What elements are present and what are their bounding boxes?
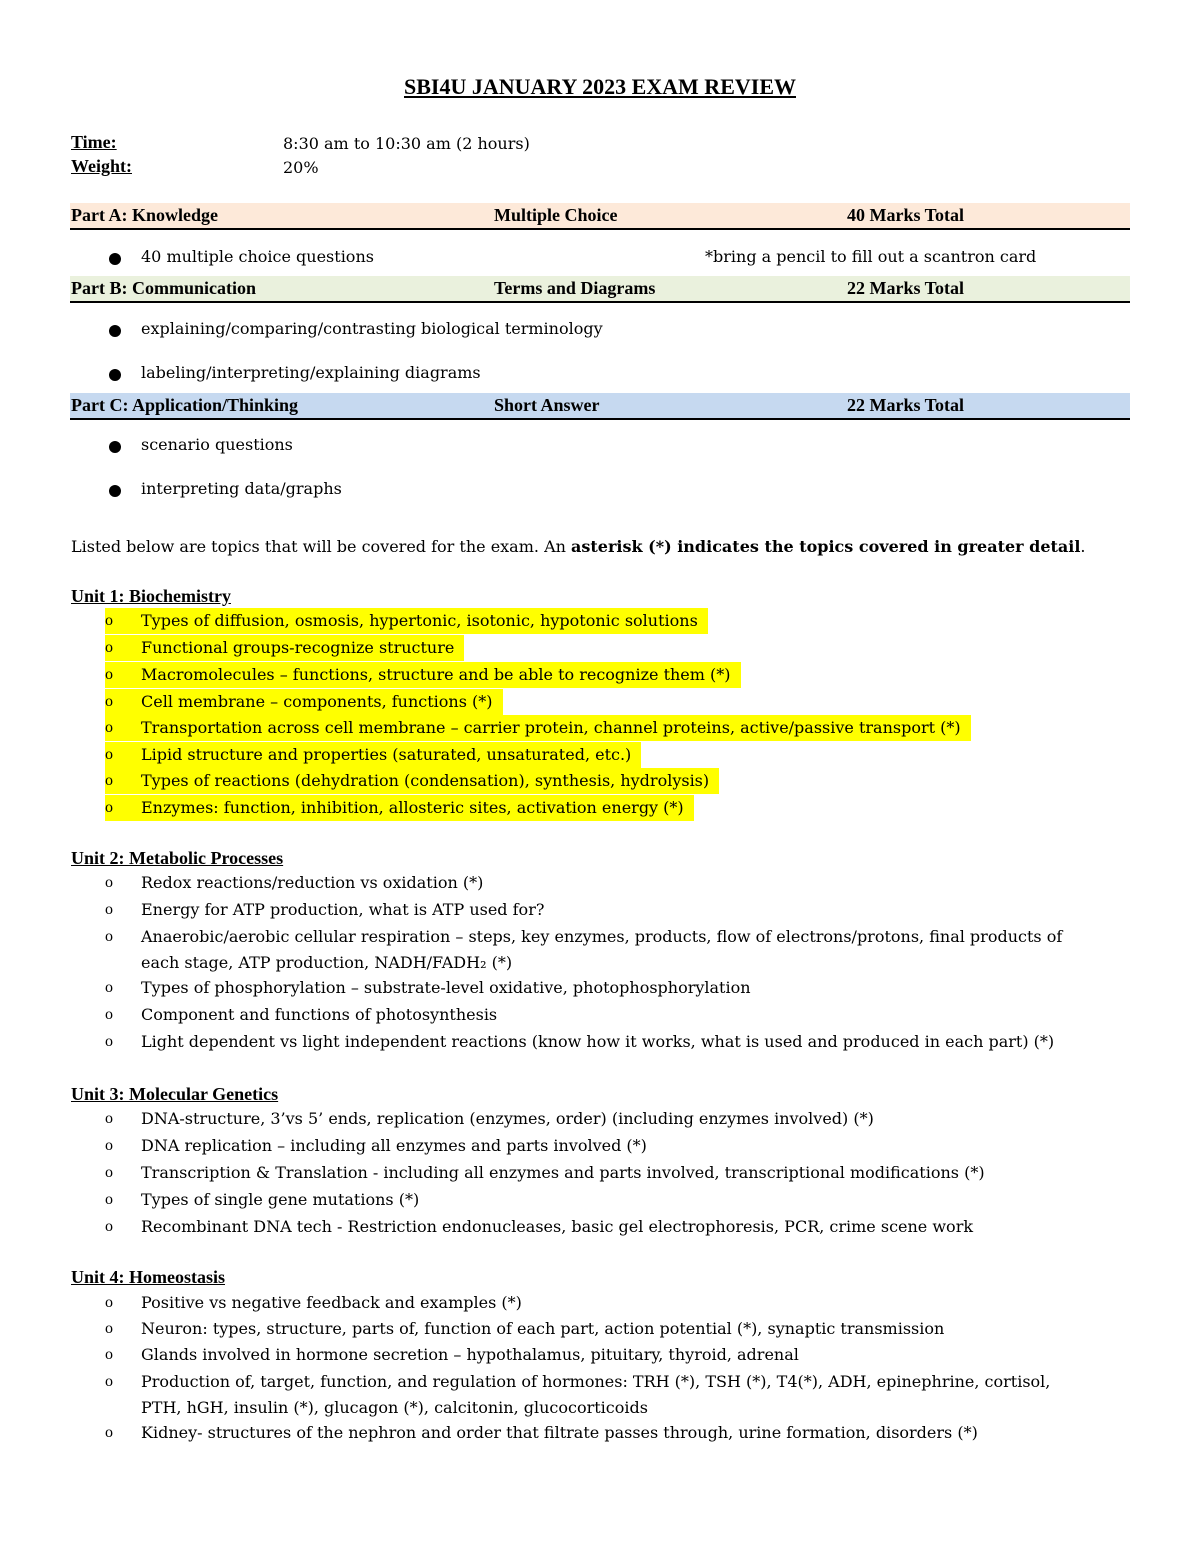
bullet-icon [109,325,121,337]
list-item [105,870,483,896]
part-b-name: Part B: Communication [71,278,256,298]
item-text: Positive vs negative feedback and examples (*) [141,1293,522,1312]
list-item [105,662,741,688]
circle-bullet-icon: o [105,1033,113,1050]
unit-2-heading: Unit 2: Metabolic Processes [71,848,284,868]
circle-bullet-icon: o [105,1373,113,1390]
item-text: Anaerobic/aerobic cellular respiration – steps, key enzymes, products, flow of electrons/protons, final products of [141,927,1063,946]
item-text: Kidney- structures of the nephron and order that filtrate passes through, urine formation, disorders (*) [141,1423,978,1442]
part-a-name: Part A: Knowledge [71,205,218,225]
part-c-bullet: interpreting data/graphs [141,479,342,498]
weight-label: Weight: [71,156,132,176]
list-item [105,1002,497,1028]
list-item [105,768,719,794]
item-text: Types of reactions (dehydration (condensation), synthesis, hydrolysis) [141,768,719,794]
circle-bullet-icon: o [105,1006,113,1023]
list-item [105,1420,978,1446]
circle-bullet-icon: o [105,901,113,918]
item-text: Neuron: types, structure, parts of, function of each part, action potential (*), synaptic transmission [141,1319,945,1338]
page-title: SBI4U JANUARY 2023 EXAM REVIEW [404,74,796,99]
item-text-cont: each stage, ATP production, NADH/FADH₂ (*) [141,953,513,972]
part-b-bullet: labeling/interpreting/explaining diagrams [141,363,481,382]
circle-bullet-icon: o [105,1294,113,1311]
list-item [105,975,751,1001]
time-value: 8:30 am to 10:30 am (2 hours) [283,134,530,153]
item-text: Glands involved in hormone secretion – hypothalamus, pituitary, thyroid, adrenal [141,1345,799,1364]
circle-bullet-icon: o [105,742,141,768]
circle-bullet-icon: o [105,608,141,634]
list-item [105,689,503,715]
item-text: Enzymes: function, inhibition, allosteric sites, activation energy (*) [141,795,694,821]
unit-3-heading: Unit 3: Molecular Genetics [71,1084,279,1104]
part-b-marks: 22 Marks Total [847,278,965,298]
list-item [105,1029,1054,1055]
circle-bullet-icon: o [105,1164,113,1181]
item-text: Transcription & Translation - including all enzymes and parts involved, transcriptional modifications (*) [141,1163,985,1182]
circle-bullet-icon: o [105,1346,113,1363]
circle-bullet-icon: o [105,1424,113,1441]
circle-bullet-icon: o [105,1191,113,1208]
weight-value: 20% [283,158,319,177]
bullet-icon [109,253,121,265]
list-item [105,1187,419,1213]
circle-bullet-icon: o [105,1110,113,1127]
list-item [105,1160,985,1186]
part-a-marks: 40 Marks Total [847,205,965,225]
list-item [105,742,641,768]
item-text: Lipid structure and properties (saturated, unsaturated, etc.) [141,742,641,768]
item-text-cont: PTH, hGH, insulin (*), glucagon (*), calcitonin, glucocorticoids [141,1398,648,1417]
circle-bullet-icon: o [105,689,141,715]
intro-text [71,537,1086,556]
list-item [105,924,1062,976]
item-text: Types of diffusion, osmosis, hypertonic, isotonic, hypotonic solutions [141,608,708,634]
part-b-header [70,276,1130,303]
list-item [105,1369,1050,1421]
intro-end: . [1080,537,1086,556]
list-item [105,1106,874,1132]
circle-bullet-icon: o [105,1218,113,1235]
part-b-type: Terms and Diagrams [494,278,656,298]
item-text: Redox reactions/reduction vs oxidation (*) [141,873,484,892]
bullet-icon [109,369,121,381]
list-item [105,795,694,821]
item-text: Macromolecules – functions, structure and be able to recognize them (*) [141,662,741,688]
part-c-type: Short Answer [494,395,600,415]
item-text: DNA-structure, 3’vs 5’ ends, replication (enzymes, order) (including enzymes involved) (*) [141,1109,874,1128]
circle-bullet-icon: o [105,662,141,688]
list-item [105,1214,973,1240]
item-text: Types of single gene mutations (*) [141,1190,420,1209]
circle-bullet-icon: o [105,715,141,741]
item-text: Types of phosphorylation – substrate-level oxidative, photophosphorylation [141,978,751,997]
circle-bullet-icon: o [105,1320,113,1337]
bullet-icon [109,441,121,453]
intro-bold: asterisk (*) indicates the topics covered in greater detail [571,537,1081,556]
list-item [105,715,971,741]
part-c-bullet: scenario questions [141,435,293,454]
item-text: Component and functions of photosynthesis [141,1005,498,1024]
circle-bullet-icon: o [105,768,141,794]
unit-4-heading: Unit 4: Homeostasis [71,1267,225,1287]
item-text: Cell membrane – components, functions (*) [141,689,503,715]
item-text: Production of, target, function, and regulation of hormones: TRH (*), TSH (*), T4(*), ADH, epinephrine, cortisol, [141,1372,1051,1391]
list-item [105,1290,522,1316]
item-text: Light dependent vs light independent reactions (know how it works, what is used and produced in each part) (*) [141,1032,1055,1051]
item-text: Functional groups-recognize structure [141,635,464,661]
bullet-icon [109,485,121,497]
part-a-header [70,203,1130,230]
item-text: Recombinant DNA tech - Restriction endonucleases, basic gel electrophoresis, PCR, crime scene work [141,1217,974,1236]
part-c-marks: 22 Marks Total [847,395,965,415]
time-label: Time: [71,132,117,152]
item-text: Transportation across cell membrane – carrier protein, channel proteins, active/passive transport (*) [141,715,971,741]
circle-bullet-icon: o [105,979,113,996]
intro-part: Listed below are topics that will be covered for the exam. An [71,537,572,556]
circle-bullet-icon: o [105,928,113,945]
list-item [105,608,708,634]
part-c-header [70,393,1130,420]
list-item [105,897,544,923]
circle-bullet-icon: o [105,635,141,661]
list-item [105,635,464,661]
part-b-bullet: explaining/comparing/contrasting biological terminology [141,319,603,338]
item-text: Energy for ATP production, what is ATP used for? [141,900,545,919]
circle-bullet-icon: o [105,1137,113,1154]
part-c-name: Part C: Application/Thinking [71,395,299,415]
list-item [105,1133,647,1159]
list-item [105,1316,944,1342]
part-a-note: *bring a pencil to fill out a scantron card [705,247,1037,266]
part-a-type: Multiple Choice [494,205,618,225]
unit-1-heading: Unit 1: Biochemistry [71,586,231,606]
list-item [105,1342,799,1368]
item-text: DNA replication – including all enzymes and parts involved (*) [141,1136,647,1155]
circle-bullet-icon: o [105,874,113,891]
part-a-bullet: 40 multiple choice questions [141,247,374,266]
circle-bullet-icon: o [105,795,141,821]
